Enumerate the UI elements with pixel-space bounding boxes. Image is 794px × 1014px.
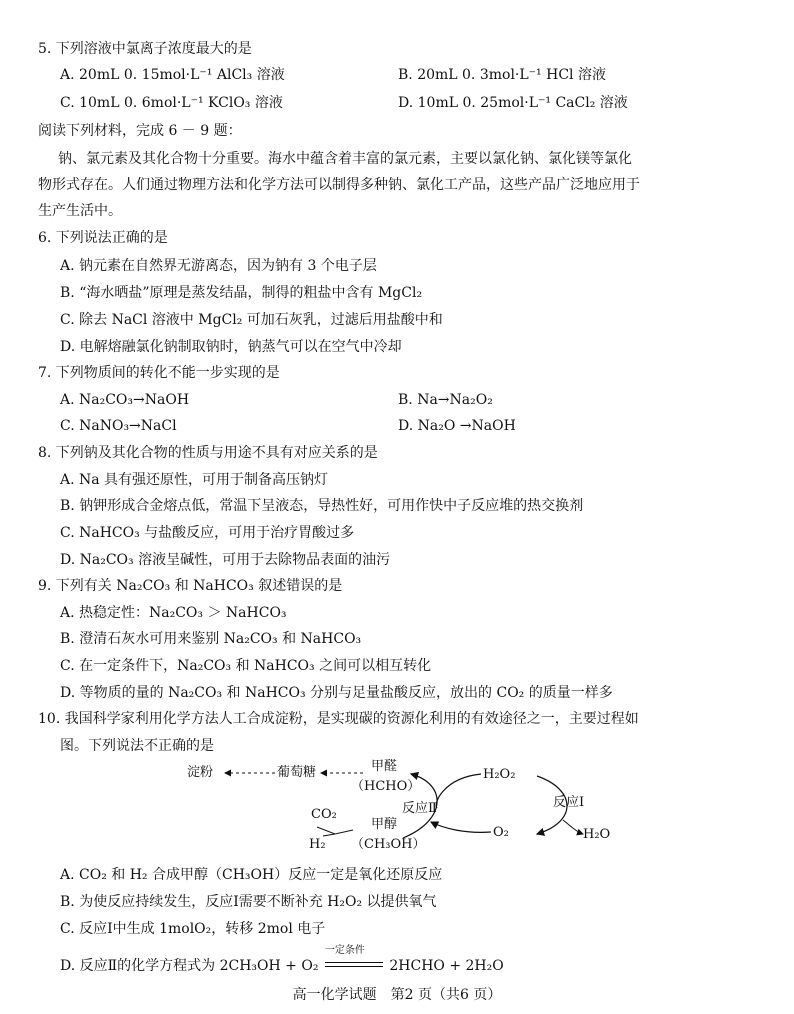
q7-stem: 7. 下列物质间的转化不能一步实现的是 [38, 365, 280, 381]
reaction-condition-equals [323, 945, 385, 970]
q8-option-b: B. 钠钾形成合金熔点低，常温下呈液态，导热性好，可用作快中子反应堆的热交换剂 [60, 498, 584, 514]
q7-option-d: D. Na₂O →NaOH [398, 418, 516, 434]
q8-stem: 8. 下列钠及其化合物的性质与用途不具有对应关系的是 [38, 445, 378, 461]
label-h2o2: H₂O₂ [483, 767, 516, 782]
q6-option-c: C. 除去 NaCl 溶液中 MgCl₂ 可加石灰乳，过滤后用盐酸中和 [60, 312, 443, 328]
q8-option-c: C. NaHCO₃ 与盐酸反应，可用于治疗胃酸过多 [60, 525, 355, 541]
label-methanol: 甲醇 [371, 817, 398, 832]
q9-stem: 9. 下列有关 Na₂CO₃ 和 NaHCO₃ 叙述错误的是 [38, 578, 343, 594]
q5-option-a: A. 20mL 0. 15mol·L⁻¹ AlCl₃ 溶液 [60, 67, 285, 83]
q5-option-b: B. 20mL 0. 3mol·L⁻¹ HCl 溶液 [398, 67, 606, 83]
q6-option-d: D. 电解熔融氯化钠制取钠时，钠蒸气可以在空气中冷却 [60, 339, 402, 355]
reading-paragraph-line-2: 物形式存在。人们通过物理方法和化学方法可以制得多种钠、氯化工产品，这些产品广泛地应用于 [38, 177, 640, 193]
label-glucose: 葡萄糖 [277, 765, 317, 780]
label-reaction-1: 反应Ⅰ [553, 795, 585, 810]
q9-option-c: C. 在一定条件下，Na₂CO₃ 和 NaHCO₃ 之间可以相互转化 [60, 658, 432, 674]
q10-option-d-right: 2HCHO + 2H₂O [389, 958, 504, 974]
q8-option-a: A. Na 具有强还原性，可用于制备高压钠灯 [60, 472, 329, 488]
reading-paragraph-line-1: 钠、氯元素及其化合物十分重要。海水中蕴含着丰富的氯元素，主要以氯化钠、氯化镁等氯化 [58, 151, 632, 167]
q10-option-a: A. CO₂ 和 H₂ 合成甲醇（CH₃OH）反应一定是氧化还原反应 [60, 867, 443, 883]
reading-paragraph-line-3: 生产生活中。 [38, 203, 122, 219]
label-o2: O₂ [493, 825, 509, 840]
arrow-h2o2-curve [436, 774, 481, 808]
label-h2o: H₂O [583, 827, 611, 842]
q10-option-d-left: D. 反应Ⅱ的化学方程式为 2CH₃OH + O₂ [60, 958, 319, 974]
q7-option-b: B. Na→Na₂O₂ [398, 392, 493, 408]
page-footer: 高一化学试题 第2 页（共6 页） [292, 987, 502, 1003]
q10-stem-line-1: 10. 我国科学家利用化学方法人工合成淀粉，是实现碳的资源化利用的有效途径之一，主要过程如 [38, 711, 639, 727]
label-reaction-2: 反应Ⅱ [402, 801, 437, 816]
q5-stem: 5. 下列溶液中氯离子浓度最大的是 [38, 41, 252, 57]
q6-option-a: A. 钠元素在自然界无游离态，因为钠有 3 个电子层 [60, 258, 377, 274]
label-methanol-formula: （CH₃OH） [351, 837, 426, 852]
double-line-equals [325, 962, 383, 967]
q10-option-d [60, 945, 504, 974]
q9-option-a: A. 热稳定性：Na₂CO₃ ＞ NaHCO₃ [60, 605, 287, 621]
q9-option-b: B. 澄清石灰水可用来鉴别 Na₂CO₃ 和 NaHCO₃ [60, 631, 362, 647]
q6-stem: 6. 下列说法正确的是 [38, 230, 168, 246]
q7-option-c: C. NaNO₃→NaCl [60, 418, 177, 434]
reaction-condition-label: 一定条件 [324, 945, 365, 956]
q5-option-d: D. 10mL 0. 25mol·L⁻¹ CaCl₂ 溶液 [398, 95, 628, 111]
label-formaldehyde: 甲醛 [371, 759, 398, 774]
q5-option-c: C. 10mL 0. 6mol·L⁻¹ KClO₃ 溶液 [60, 95, 283, 111]
label-co2: CO₂ [311, 807, 337, 822]
label-formaldehyde-formula: （HCHO） [351, 779, 421, 794]
q10-stem-line-2: 图。下列说法不正确的是 [60, 738, 214, 754]
label-h2: H₂ [309, 837, 326, 852]
arrow-to-h2o [563, 820, 583, 834]
label-starch: 淀粉 [187, 765, 214, 780]
q9-option-d: D. 等物质的量的 Na₂CO₃ 和 NaHCO₃ 分别与足量盐酸反应，放出的 CO₂ 的质量一样多 [60, 685, 613, 701]
arrow-co2-h2-to-methanol [317, 827, 353, 834]
q7-option-a: A. Na₂CO₃→NaOH [60, 392, 190, 408]
starch-synthesis-diagram [185, 759, 615, 854]
q10-option-b: B. 为使反应持续发生，反应Ⅰ需要不断补充 H₂O₂ 以提供氧气 [60, 894, 437, 910]
q10-option-c: C. 反应Ⅰ中生成 1molO₂，转移 2mol 电子 [60, 921, 326, 937]
q8-option-d: D. Na₂CO₃ 溶液呈碱性，可用于去除物品表面的油污 [60, 552, 391, 568]
reading-intro: 阅读下列材料，完成 6 － 9 题： [38, 123, 242, 139]
arrow-o2-into-reaction-2 [431, 822, 491, 832]
q6-option-b: B. “海水晒盐”原理是蒸发结晶，制得的粗盐中含有 MgCl₂ [60, 285, 423, 301]
